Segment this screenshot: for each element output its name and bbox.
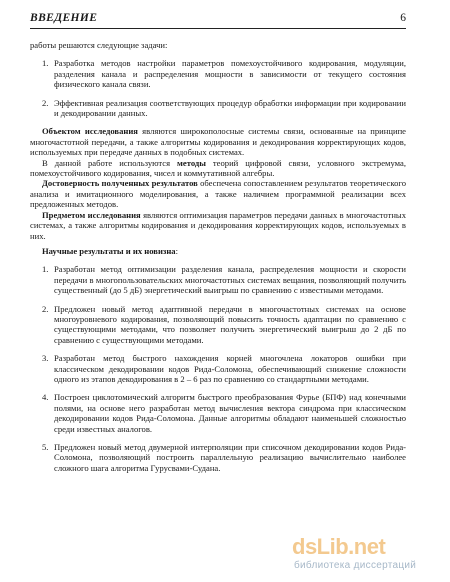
list-item-text: Разработан метод быстрого нахождения корней многочлена локаторов ошибки при классическом декодировании кодов Рида-Соломона, обеспечивающий снижение сложности одного из этапов декодирования в 2 – 6 раз по сравнению со стандартными методами. xyxy=(54,353,406,384)
list-item-number: 2. xyxy=(42,97,49,108)
methods-paragraph xyxy=(30,158,406,179)
list-item-number: 4. xyxy=(42,392,49,403)
novelty-heading-text: Научные результаты и их новизна xyxy=(42,245,176,256)
object-text: являются широкополосные системы связи, основанные на принципе многочастотной передачи, а также алгоритмы кодирования и декодирования корректирующих кодов, используемых при передаче данных в подобных системах. xyxy=(30,126,406,158)
validity-paragraph xyxy=(30,178,406,209)
list-item xyxy=(30,264,406,295)
watermark-logo xyxy=(292,534,432,574)
list-item-number: 5. xyxy=(42,442,49,452)
methods-term: методы xyxy=(177,157,206,168)
list-item xyxy=(30,353,406,384)
list-item-text: Разработка методов настройки параметров помехоустойчивого кодирования, модуляции, разделения канала и распределения мощности в зависимости от текущего состояния физического канала связи. xyxy=(54,58,406,90)
list-item xyxy=(30,98,406,119)
novelty-heading xyxy=(30,246,406,256)
methods-text-after: теорий цифровой связи, условного экстремума, помехоустойчивого кодирования, чисел и коммутативной алгебры. xyxy=(30,157,406,179)
intro-text: работы решаются следующие задачи: xyxy=(30,40,168,50)
list-item xyxy=(30,58,406,89)
chapter-title: ВВЕДЕНИЕ xyxy=(30,12,98,24)
methods-text-before: В данной работе используются xyxy=(42,157,178,168)
tasks-list xyxy=(30,58,406,118)
watermark-subtitle: библиотека диссертаций xyxy=(294,560,417,571)
subject-term: Предметом исследования xyxy=(42,209,141,220)
list-item xyxy=(30,392,406,434)
list-item-number: 3. xyxy=(42,353,49,364)
list-item-text: Предложен новый метод адаптивной передачи в многочастотных системах на основе многоуровневого кодирования, позволяющий повысить точность адаптации по сравнению с существующими методами, что позволяет получить энергетический выигрыш до 2 дБ по сравнению с существующими методами. xyxy=(54,303,406,345)
object-term: Объектом исследования xyxy=(42,126,138,137)
list-item-number: 1. xyxy=(42,58,49,69)
watermark-logo-text: dsLib.net xyxy=(292,534,386,559)
list-item-text: Предложен новый метод двумерной интерполяции при списочном декодировании кодов Рида-Соломона, позволяющий построить параллельную реализацию вычислительно наиболее сложного шага алгоритма Гурусвами-Судана. xyxy=(54,442,406,473)
results-list xyxy=(30,264,406,473)
subject-text: являются оптимизация параметров передачи данных в многочастотных системах, а также алгоритмы кодирования и декодирования корректирующих кодов, используемых в них. xyxy=(30,209,406,241)
novelty-heading-colon: : xyxy=(175,245,178,256)
page-header xyxy=(30,10,406,29)
validity-term: Достоверность полученных результатов xyxy=(42,178,198,189)
validity-text: обеспечена сопоставлением результатов теоретического анализа и имитационного моделирования, а также наличием программной реализации всех предложенных методов. xyxy=(30,178,406,210)
object-paragraph xyxy=(30,126,406,157)
list-item-number: 2. xyxy=(42,303,49,314)
list-item xyxy=(30,304,406,346)
list-item-text: Построен циклотомический алгоритм быстрого преобразования Фурье (БПФ) над конечными полями, на основе него разработан метод вычисления вектора синдрома при классическом декодировании кодов Рида-Соломона. Данные алгоритмы обладают наименьшей сложностью среди известных аналогов. xyxy=(54,392,406,434)
list-item xyxy=(30,442,406,473)
list-item-text: Эффективная реализация соответствующих процедур обработки информации при кодировании и декодировании данных. xyxy=(54,97,406,119)
list-item-number: 1. xyxy=(42,264,49,275)
page-body xyxy=(30,40,406,473)
list-item-text: Разработан метод оптимизации разделения канала, распределения мощности и скорости передачи в многопользовательских многочастотных системах вещания, позволяющий получить существенный (до 5 дБ) энергетический выигрыш по сравнению с известными методами. xyxy=(54,264,406,296)
page-number: 6 xyxy=(400,12,406,24)
subject-paragraph xyxy=(30,210,406,241)
